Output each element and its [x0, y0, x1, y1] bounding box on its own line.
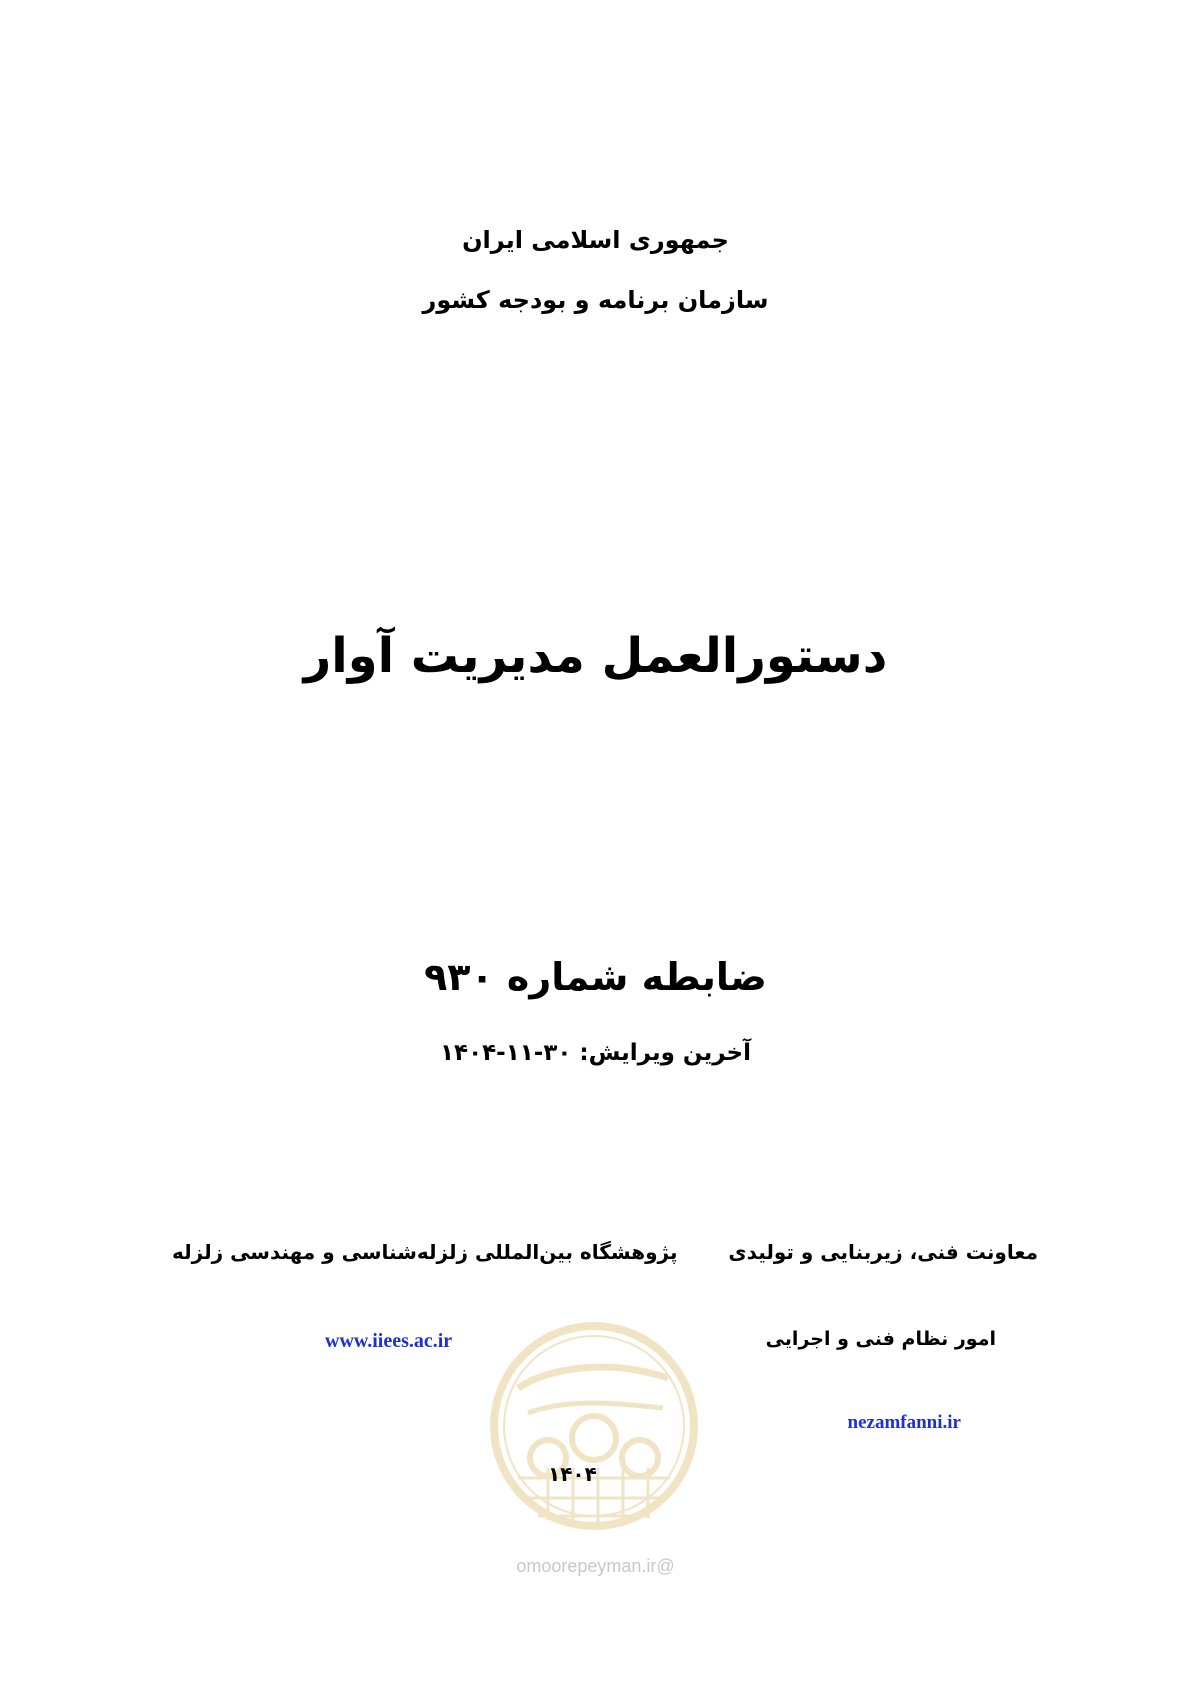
institute-url-link[interactable]: www.iiees.ac.ir	[325, 1330, 453, 1352]
organization-name: سازمان برنامه و بودجه کشور	[422, 286, 769, 314]
department-name: معاونت فنی، زیربنایی و تولیدی	[728, 1240, 1038, 1264]
country-name: جمهوری اسلامی ایران	[462, 226, 729, 254]
standard-code: ضابطه شماره ۹۳۰	[424, 955, 767, 999]
document-title: دستورالعمل مدیریت آوار	[303, 628, 888, 684]
publication-year: ۱۴۰۴	[548, 1462, 597, 1486]
institute-name: پژوهشگاه بین‌المللی زلزله‌شناسی و مهندسی زلزله	[172, 1240, 678, 1264]
omoorepeyman-logo	[488, 1318, 700, 1544]
nezamfanni-url-link[interactable]: nezamfanni.ir	[847, 1412, 961, 1433]
watermark-caption: @omoorepeyman.ir	[516, 1556, 675, 1576]
last-edit-date: آخرین ویرایش: ۳۰-۱۱-۱۴۰۴	[440, 1040, 751, 1066]
affairs-name: امور نظام فنی و اجرایی	[765, 1328, 996, 1350]
